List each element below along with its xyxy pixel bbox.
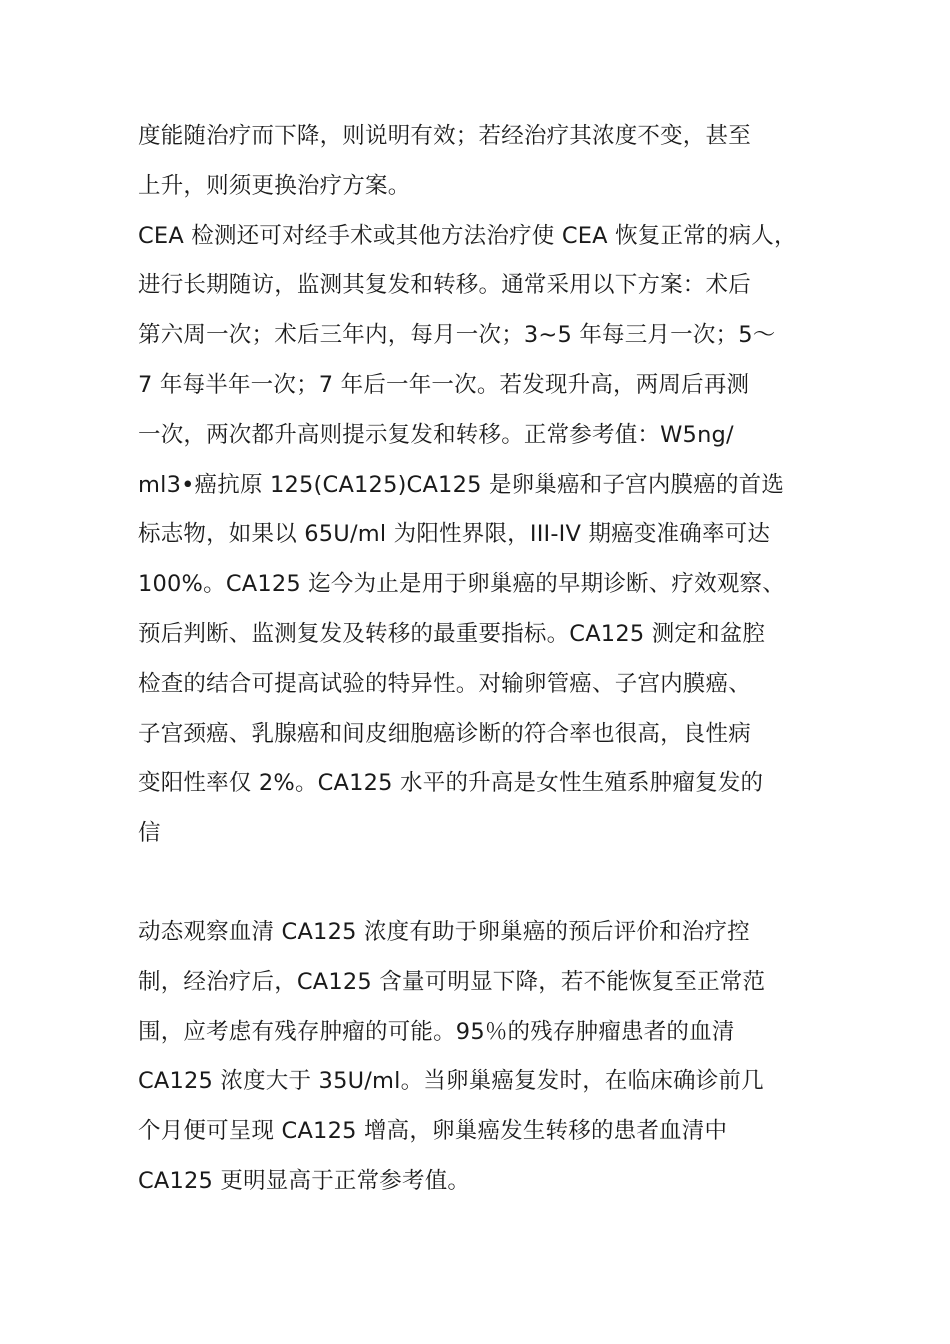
text-line: 度能随治疗而下降，则说明有效；若经治疗其浓度不变，甚至 xyxy=(138,123,751,149)
text-line: 预后判断、监测复发及转移的最重要指标。CA125 测定和盆腔 xyxy=(138,620,766,647)
paragraph-2 xyxy=(138,908,828,1207)
text-line: CEA 检测还可对经手术或其他方法治疗使 CEA 恢复正常的病人， xyxy=(138,222,797,249)
text-line: 个月便可呈现 CA125 增高，卵巢癌发生转移的患者血清中 xyxy=(138,1118,728,1145)
text-line: 动态观察血清 CA125 浓度有助于卵巢癌的预后评价和治疗控 xyxy=(138,919,750,945)
text-line: CA125 浓度大于 35U/ml。当卵巢癌复发时，在临床确诊前几 xyxy=(138,1068,764,1095)
text-line: 上升，则须更换治疗方案。 xyxy=(138,172,411,199)
text-line: 检查的结合可提高试验的特异性。对输卵管癌、子宫内膜癌、 xyxy=(138,670,751,697)
paragraph-1 xyxy=(138,112,828,859)
text-line: 制，经治疗后，CA125 含量可明显下降，若不能恢复至正常范 xyxy=(138,968,766,995)
text-line: 第六周一次；术后三年内，每月一次；3~5 年每三月一次；5〜 xyxy=(138,322,776,349)
text-line: 变阳性率仅 2%。CA125 水平的升高是女性生殖系肿瘤复发的 xyxy=(138,770,764,797)
text-line: 信 xyxy=(138,820,161,847)
text-line: 100%。CA125 迄今为止是用于卵巢癌的早期诊断、疗效观察、 xyxy=(138,571,785,598)
text-line: ml3•癌抗原 125(CA125)CA125 是卵巢癌和子宫内膜癌的首选 xyxy=(138,471,785,498)
text-line: 进行长期随访，监测其复发和转移。通常采用以下方案：术后 xyxy=(138,272,751,299)
text-line: 子宫颈癌、乳腺癌和间皮细胞癌诊断的符合率也很高，良性病 xyxy=(138,720,751,747)
text-line: 标志物，如果以 65U/ml 为阳性界限，III-IV 期癌变准确率可达 xyxy=(138,521,771,548)
text-line: CA125 更明显高于正常参考值。 xyxy=(138,1167,471,1194)
text-line: 7 年每半年一次；7 年后一年一次。若发现升高，两周后再测 xyxy=(138,371,750,398)
text-line: 一次，两次都升高则提示复发和转移。正常参考值：W5ng/ xyxy=(138,421,734,448)
text-line: 围，应考虑有残存肿瘤的可能。95％的残存肿瘤患者的血清 xyxy=(138,1018,735,1045)
